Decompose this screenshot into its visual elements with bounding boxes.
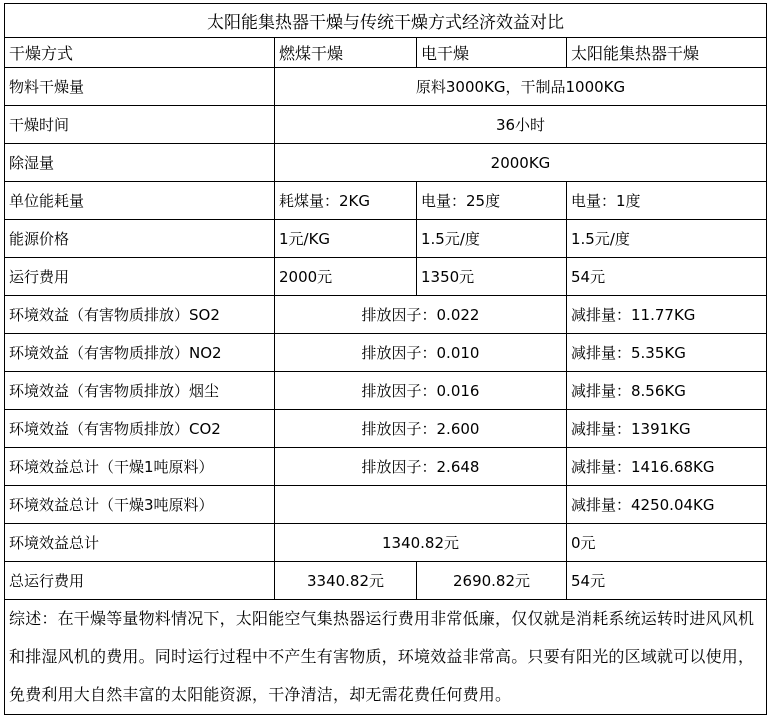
row-label-time: 干燥时间 [5, 106, 275, 144]
dust-factor: 排放因子：0.016 [275, 372, 567, 410]
cost-coal: 2000元 [275, 258, 417, 296]
total1-factor: 排放因子：2.648 [275, 448, 567, 486]
row-label-no2: 环境效益（有害物质排放）NO2 [5, 334, 275, 372]
summary-text: 综述：在干燥等量物料情况下，太阳能空气集热器运行费用非常低廉，仅仅就是消耗系统运转时进风风机和排湿风机的费用。同时运行过程中不产生有害物质，环境效益非常高。只要有阳光的区域就可以使用，免费利用大自然丰富的太阳能资源，干净清洁，却无需花费任何费用。 [5, 600, 767, 715]
table-title: 太阳能集热器干燥与传统干燥方式经济效益对比 [5, 4, 767, 38]
co2-factor: 排放因子：2.600 [275, 410, 567, 448]
row-label-opcost: 总运行费用 [5, 562, 275, 600]
row-label-total1: 环境效益总计（干燥1吨原料） [5, 448, 275, 486]
energy-solar: 电量：1度 [567, 182, 767, 220]
row-label-energy: 单位能耗量 [5, 182, 275, 220]
time-value: 36小时 [275, 106, 767, 144]
row-label-total3: 环境效益总计（干燥3吨原料） [5, 486, 275, 524]
row-label-price: 能源价格 [5, 220, 275, 258]
header-electric: 电干燥 [417, 38, 567, 68]
no2-factor: 排放因子：0.010 [275, 334, 567, 372]
total3-reduction: 减排量：4250.04KG [567, 486, 767, 524]
cost-electric: 1350元 [417, 258, 567, 296]
envtotal-solar: 0元 [567, 524, 767, 562]
energy-coal: 耗煤量：2KG [275, 182, 417, 220]
energy-electric: 电量：25度 [417, 182, 567, 220]
header-solar: 太阳能集热器干燥 [567, 38, 767, 68]
opcost-solar: 54元 [567, 562, 767, 600]
comparison-table [4, 3, 767, 715]
header-method: 干燥方式 [5, 38, 275, 68]
total1-reduction: 减排量：1416.68KG [567, 448, 767, 486]
row-label-envtotal: 环境效益总计 [5, 524, 275, 562]
dehumid-value: 2000KG [275, 144, 767, 182]
row-label-co2: 环境效益（有害物质排放）CO2 [5, 410, 275, 448]
total3-factor [275, 486, 567, 524]
row-label-dust: 环境效益（有害物质排放）烟尘 [5, 372, 275, 410]
so2-factor: 排放因子：0.022 [275, 296, 567, 334]
material-value: 原料3000KG，干制品1000KG [275, 68, 767, 106]
header-coal: 燃煤干燥 [275, 38, 417, 68]
envtotal-traditional: 1340.82元 [275, 524, 567, 562]
opcost-coal: 3340.82元 [275, 562, 417, 600]
dust-reduction: 减排量：8.56KG [567, 372, 767, 410]
price-coal: 1元/KG [275, 220, 417, 258]
price-electric: 1.5元/度 [417, 220, 567, 258]
co2-reduction: 减排量：1391KG [567, 410, 767, 448]
row-label-so2: 环境效益（有害物质排放）SO2 [5, 296, 275, 334]
row-label-cost: 运行费用 [5, 258, 275, 296]
price-solar: 1.5元/度 [567, 220, 767, 258]
row-label-material: 物料干燥量 [5, 68, 275, 106]
no2-reduction: 减排量：5.35KG [567, 334, 767, 372]
cost-solar: 54元 [567, 258, 767, 296]
row-label-dehumid: 除湿量 [5, 144, 275, 182]
so2-reduction: 减排量：11.77KG [567, 296, 767, 334]
opcost-electric: 2690.82元 [417, 562, 567, 600]
